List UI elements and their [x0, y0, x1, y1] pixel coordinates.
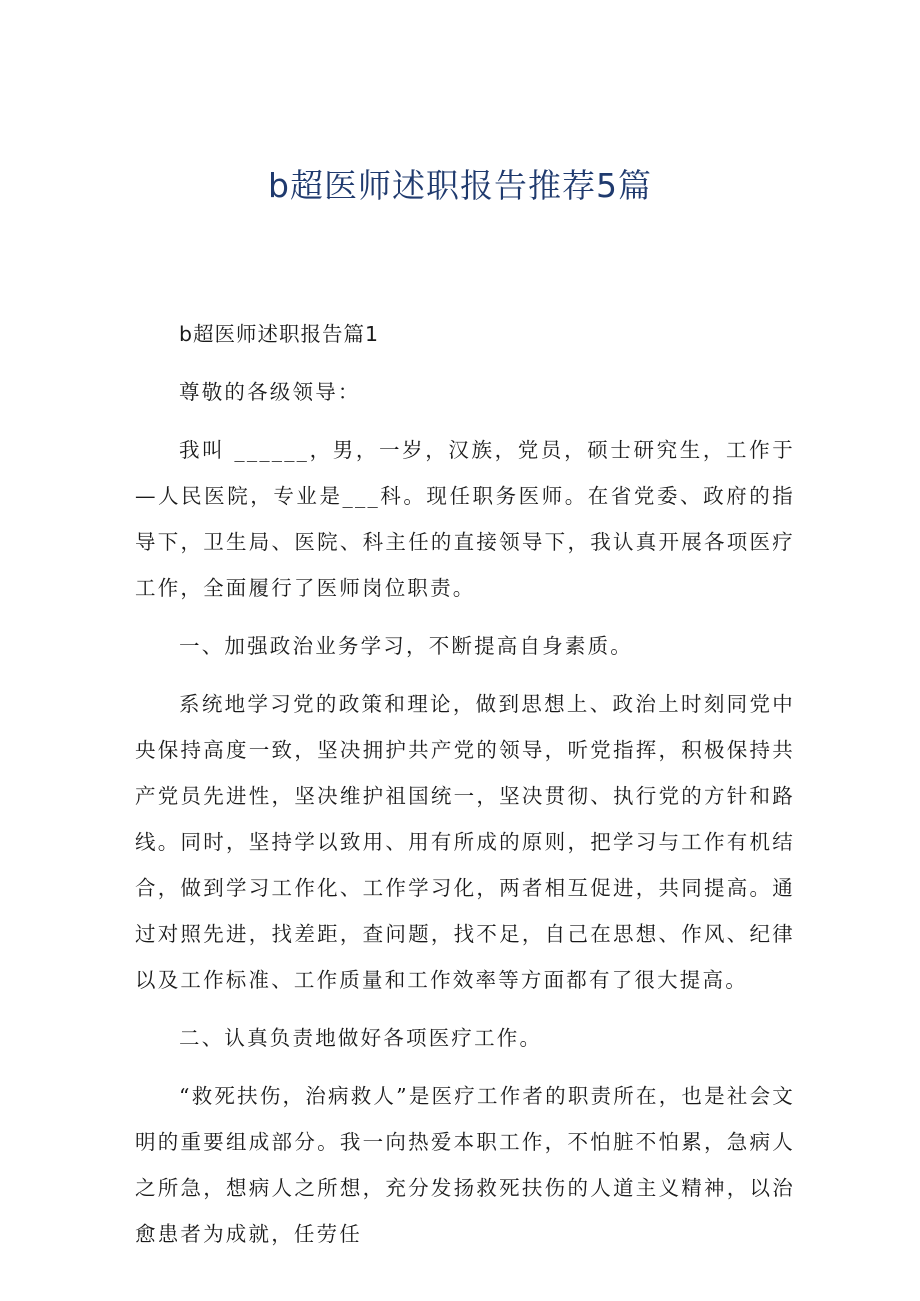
- document-title: b超医师述职报告推荐5篇: [268, 166, 652, 205]
- paragraph-study: 系统地学习党的政策和理论，做到思想上、政治上时刻同党中央保持高度一致，坚决拥护共产党的领导，听党指挥，积极保持共产党员先进性，坚决维护祖国统一，坚决贯彻、执行党的方针和路线。同时，坚持学以致用、用有所成的原则，把学习与工作有机结合，做到学习工作化、工作学习化，两者相互促进，共同提高。通过对照先进，找差距，查问题，找不足，自己在思想、作风、纪律以及工作标准、工作质量和工作效率等方面都有了很大提高。: [135, 692, 795, 992]
- paragraph-heading-1: 一、加强政治业务学习，不断提高自身素质。: [179, 634, 633, 658]
- document-body: [135, 311, 795, 1269]
- paragraph-intro: 我叫 ______，男，一岁，汉族，党员，硕士研究生，工作于—人民医院，专业是___科。现任职务医师。在省党委、政府的指导下，卫生局、医院、科主任的直接领导下，我认真开展各项医疗工作，全面履行了医师岗位职责。: [135, 438, 795, 600]
- paragraph-heading-2: 二、认真负责地做好各项医疗工作。: [179, 1026, 543, 1050]
- paragraph-medical-work: “救死扶伤，治病救人”是医疗工作者的职责所在，也是社会文明的重要组成部分。我一向热爱本职工作，不怕脏不怕累，急病人之所急，想病人之所想，充分发扬救死扶伤的人道主义精神，以治愈患者为成就，任劳任: [135, 1084, 795, 1246]
- salutation: 尊敬的各级领导：: [179, 380, 361, 404]
- section-heading: b超医师述职报告篇1: [179, 322, 380, 346]
